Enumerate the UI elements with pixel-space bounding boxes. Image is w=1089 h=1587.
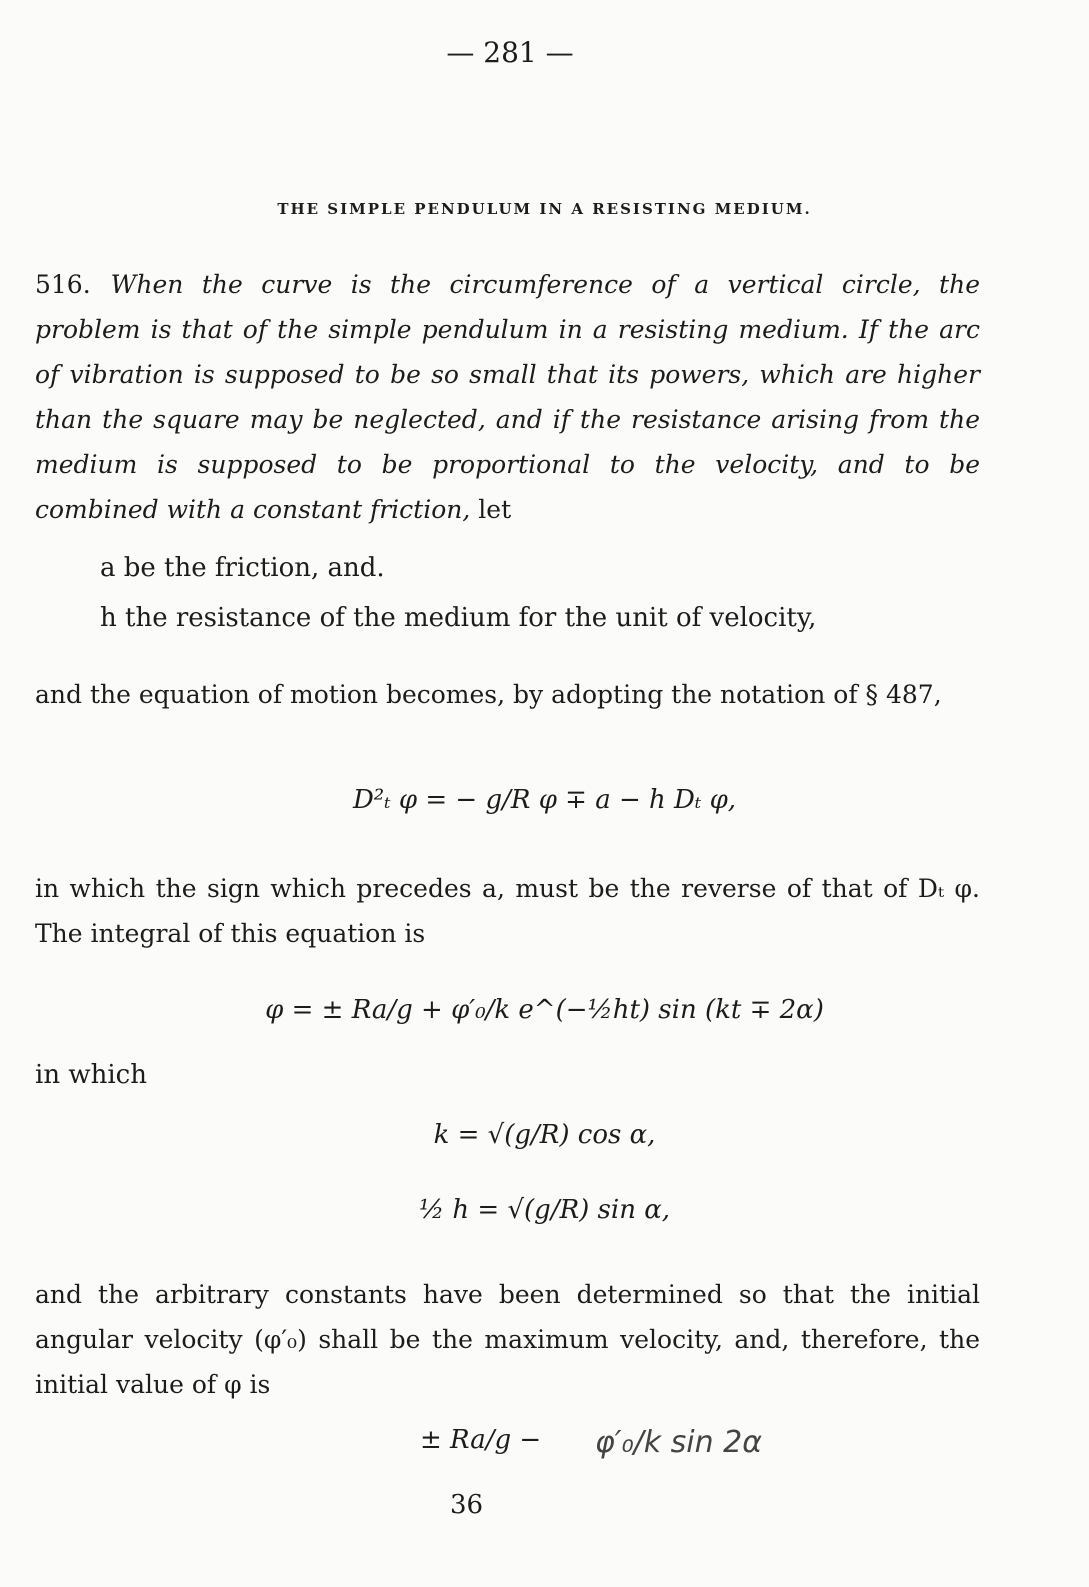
paragraph-constants: and the arbitrary constants have been determined so that the initial angular velocity (φ′₀) shall be the maximum velocity, and, therefore, the initial value of φ is <box>35 1280 980 1399</box>
equation-integral: φ = ± Ra/g + φ′₀/k e^(−½ht) sin (kt ∓ 2α) <box>265 995 824 1025</box>
handwritten-annotation: φ′₀/k sin 2α <box>595 1425 763 1460</box>
paragraph-italic-text: When the curve is the circumference of a vertical circle, the problem is that of the simple pendulum in a resisting medium. If the arc of vibration is supposed to be so small that its powers, which are higher than the square may be neglected, and if the resistance arising from the medium is supposed to be proportional to the velocity, and to be combined with a constant friction, <box>35 270 980 524</box>
paragraph-tail: let <box>478 495 512 524</box>
equation-motion: D²ₜ φ = − g/R φ ∓ a − h Dₜ φ, <box>352 785 737 815</box>
definition-resistance: h the resistance of the medium for the unit of velocity, <box>100 603 817 633</box>
footer-number: 36 <box>450 1490 484 1520</box>
definition-friction: a be the friction, and. <box>100 553 385 583</box>
page-number: — 281 — <box>446 36 574 69</box>
paragraph-number: 516. <box>35 270 91 299</box>
equation-half-h: ½ h = √(g/R) sin α, <box>418 1195 671 1225</box>
equation-initial-value: ± Ra/g − <box>420 1425 542 1455</box>
paragraph-516 <box>35 262 980 532</box>
paragraph-sign-note: in which the sign which precedes a, must be the reverse of that of Dₜ φ. The integral of this equation is <box>35 874 980 948</box>
in-which-label: in which <box>35 1060 147 1090</box>
paragraph-equation-intro: and the equation of motion becomes, by adopting the notation of § 487, <box>35 680 942 709</box>
section-heading: THE SIMPLE PENDULUM IN A RESISTING MEDIUM. <box>277 200 812 218</box>
equation-k: k = √(g/R) cos α, <box>433 1120 656 1150</box>
